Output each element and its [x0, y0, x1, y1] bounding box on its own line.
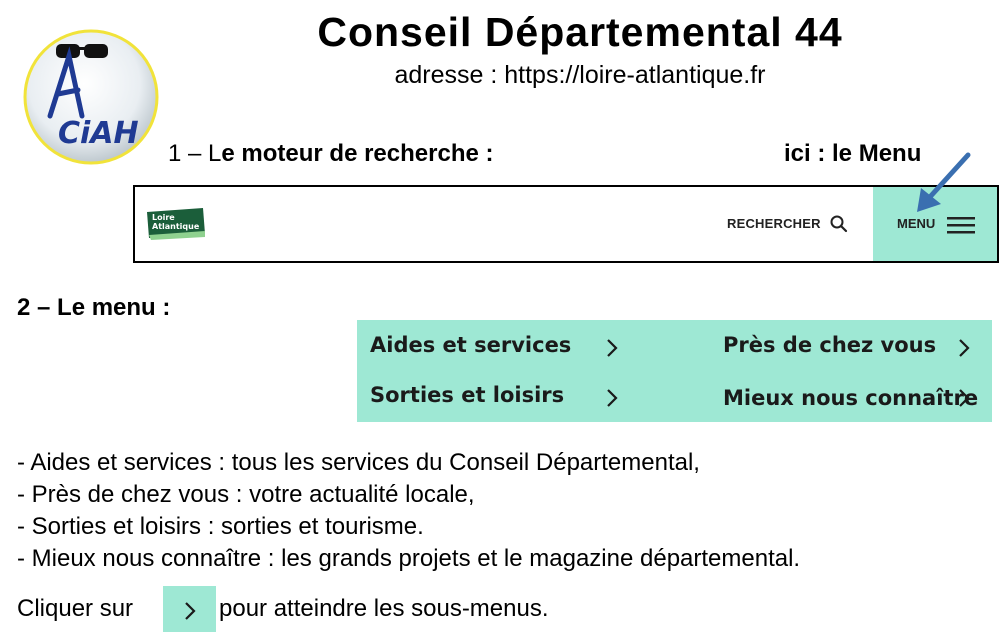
chevron-right-icon[interactable]: [606, 388, 618, 408]
menu-hint: ici : le Menu: [784, 140, 922, 167]
svg-text:CiAH: CiAH: [58, 116, 139, 151]
search-label[interactable]: RECHERCHER: [727, 216, 821, 231]
section1-number: 1 – L: [168, 140, 222, 167]
section1-heading: [168, 140, 494, 168]
chevron-right-icon: [184, 601, 196, 621]
description-line: - Mieux nous connaître : les grands projets et le magazine départemental.: [17, 545, 801, 572]
chevron-right-icon[interactable]: [958, 338, 970, 358]
aciah-logo: [22, 28, 160, 166]
loire-atlantique-logo: [145, 206, 207, 242]
pointer-arrow-icon: [905, 150, 980, 220]
site-logo-line1: Loire: [152, 213, 175, 222]
site-logo-line2: Atlantique: [152, 222, 200, 231]
click-instruction-prefix: Cliquer sur: [17, 595, 134, 622]
menu-panel: [357, 320, 992, 422]
description-line: - Aides et services : tous les services du Conseil Départemental,: [17, 449, 700, 476]
menu-item-sorties[interactable]: Sorties et loisirs: [370, 383, 565, 407]
chevron-right-icon[interactable]: [958, 388, 970, 408]
menu-item-aides[interactable]: Aides et services: [370, 333, 572, 357]
chevron-example: [163, 586, 216, 632]
description-line: - Sorties et loisirs : sorties et tourisme.: [17, 513, 424, 540]
menu-label: MENU: [897, 216, 936, 231]
site-header-mock: [133, 185, 999, 263]
page-title: Conseil Départemental 44: [317, 9, 843, 55]
chevron-right-icon[interactable]: [606, 338, 618, 358]
site-address: adresse : https://loire-atlantique.fr: [394, 61, 766, 89]
menu-item-mieux[interactable]: Mieux nous connaître: [723, 386, 979, 410]
description-line: - Près de chez vous : votre actualité locale,: [17, 481, 475, 508]
search-icon[interactable]: [829, 214, 849, 234]
click-instruction-suffix: pour atteindre les sous-menus.: [219, 595, 549, 622]
section2-heading: 2 – Le menu :: [17, 294, 171, 321]
menu-item-pres[interactable]: Près de chez vous: [723, 333, 937, 357]
section1-label: e moteur de recherche :: [221, 140, 494, 167]
